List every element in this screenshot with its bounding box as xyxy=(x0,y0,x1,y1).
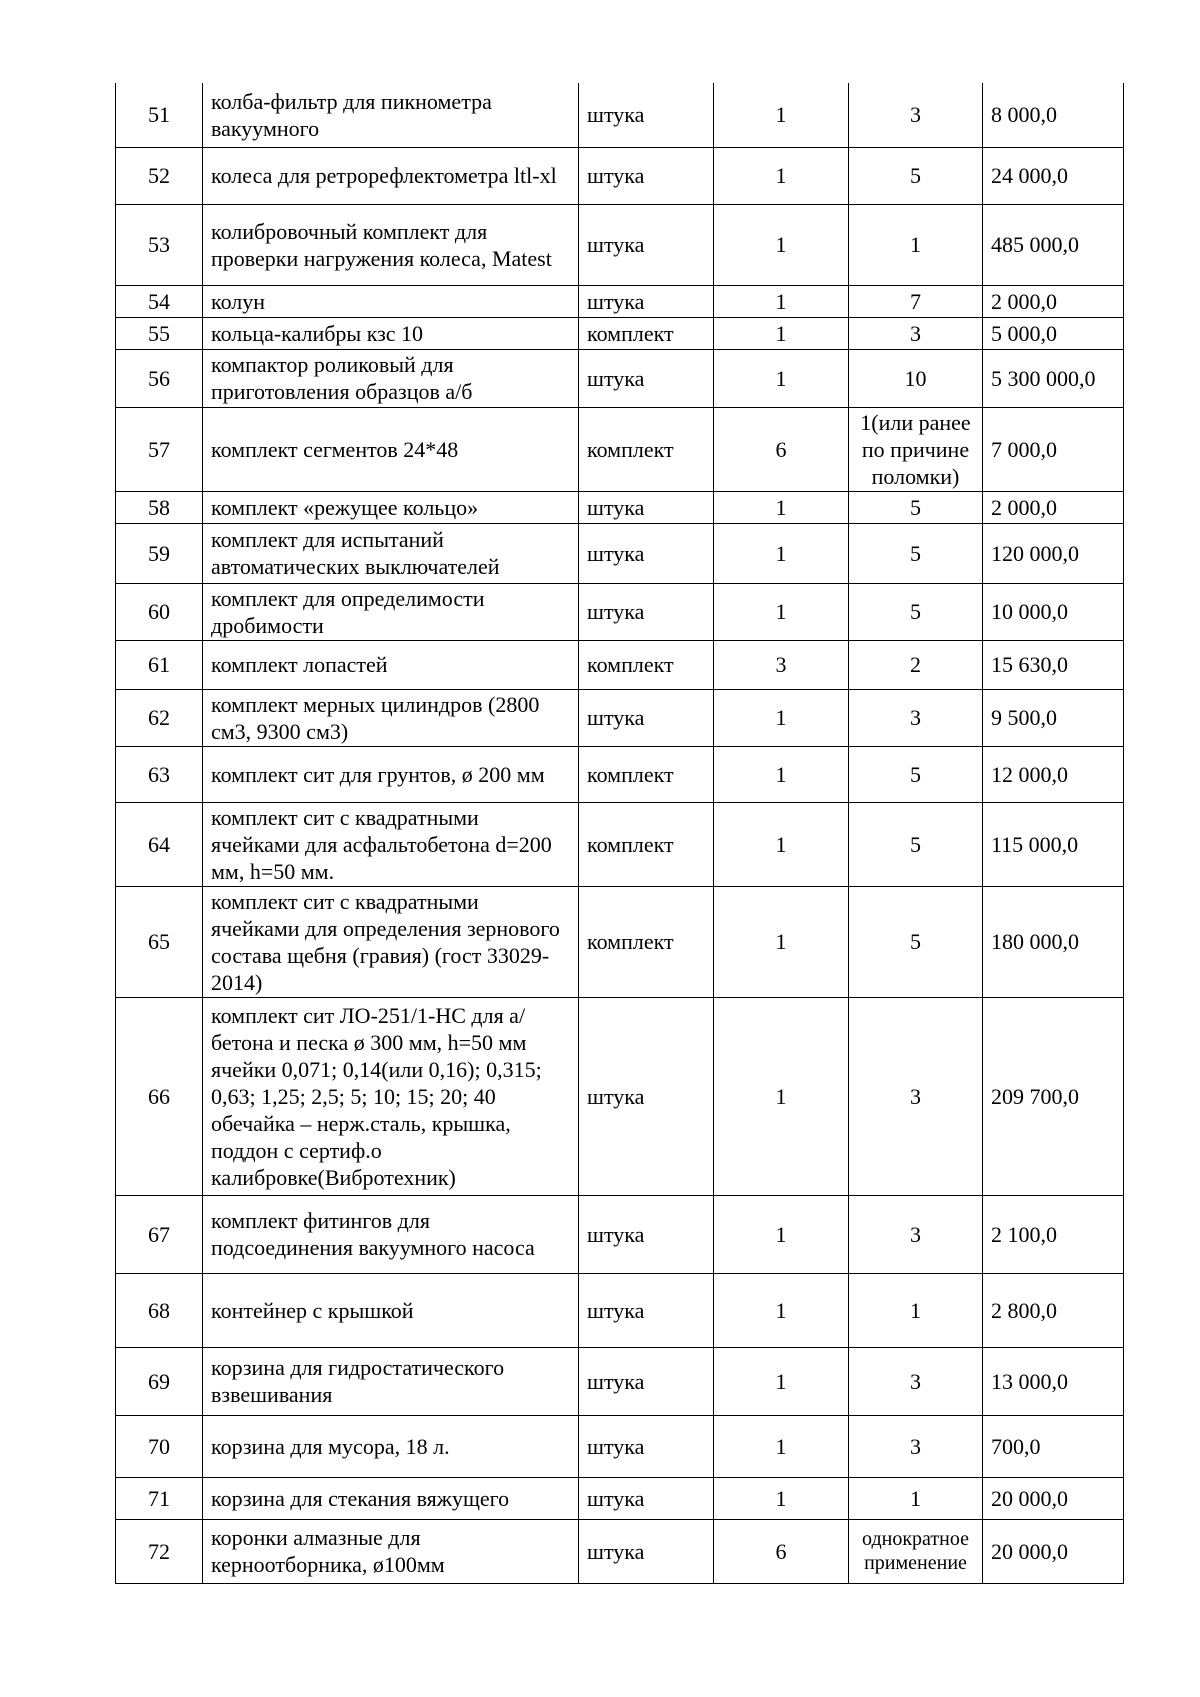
unit-cell: штука xyxy=(579,1195,714,1273)
table-row xyxy=(116,407,1124,491)
item-name: комплект «режущее кольцо» xyxy=(203,491,579,523)
row-number: 56 xyxy=(116,349,203,407)
row-number: 72 xyxy=(116,1519,203,1583)
price-cell: 10 000,0 xyxy=(983,583,1124,640)
item-name: корзина для гидростатического взвешивания xyxy=(203,1347,579,1415)
price-cell: 24 000,0 xyxy=(983,147,1124,204)
unit-cell: штука xyxy=(579,1415,714,1477)
table-row xyxy=(116,523,1124,583)
price-cell: 9 500,0 xyxy=(983,689,1124,746)
unit-cell: штука xyxy=(579,491,714,523)
quantity-cell: 1 xyxy=(714,83,849,147)
table-row xyxy=(116,1273,1124,1347)
table-row xyxy=(116,997,1124,1195)
unit-cell: штука xyxy=(579,1477,714,1519)
unit-cell: штука xyxy=(579,583,714,640)
row-number: 71 xyxy=(116,1477,203,1519)
row-number: 62 xyxy=(116,689,203,746)
row-number: 60 xyxy=(116,583,203,640)
service-life-cell: 3 xyxy=(849,689,983,746)
service-life-cell: 1 xyxy=(849,204,983,285)
service-life-cell: 5 xyxy=(849,886,983,997)
unit-cell: комплект xyxy=(579,746,714,802)
price-cell: 7 000,0 xyxy=(983,407,1124,491)
table-row xyxy=(116,640,1124,689)
table-row xyxy=(116,746,1124,802)
unit-cell: комплект xyxy=(579,640,714,689)
quantity-cell: 1 xyxy=(714,1415,849,1477)
item-name: колба-фильтр для пикнометра вакуумного xyxy=(203,83,579,147)
equipment-table xyxy=(115,83,1124,1584)
unit-cell: штука xyxy=(579,204,714,285)
item-name: коронки алмазные для керноотборника, ø100мм xyxy=(203,1519,579,1583)
row-number: 53 xyxy=(116,204,203,285)
unit-cell: комплект xyxy=(579,317,714,349)
item-name: комплект лопастей xyxy=(203,640,579,689)
item-name: комплект сит с квадратными ячейками для асфальтобетона d=200 мм, h=50 мм. xyxy=(203,802,579,886)
unit-cell: штука xyxy=(579,1519,714,1583)
table-row xyxy=(116,1195,1124,1273)
price-cell: 8 000,0 xyxy=(983,83,1124,147)
row-number: 61 xyxy=(116,640,203,689)
quantity-cell: 1 xyxy=(714,886,849,997)
quantity-cell: 6 xyxy=(714,407,849,491)
unit-cell: комплект xyxy=(579,886,714,997)
item-name: комплект сит для грунтов, ø 200 мм xyxy=(203,746,579,802)
table-row xyxy=(116,886,1124,997)
unit-cell: штука xyxy=(579,285,714,317)
row-number: 55 xyxy=(116,317,203,349)
service-life-cell: 5 xyxy=(849,583,983,640)
row-number: 66 xyxy=(116,997,203,1195)
table-row xyxy=(116,1519,1124,1583)
service-life-cell: 3 xyxy=(849,1415,983,1477)
unit-cell: штука xyxy=(579,1273,714,1347)
quantity-cell: 1 xyxy=(714,285,849,317)
item-name: комплект для испытаний автоматических выключателей xyxy=(203,523,579,583)
price-cell: 20 000,0 xyxy=(983,1519,1124,1583)
price-cell: 180 000,0 xyxy=(983,886,1124,997)
service-life-cell: однократное применение xyxy=(849,1519,983,1583)
price-cell: 700,0 xyxy=(983,1415,1124,1477)
service-life-cell: 3 xyxy=(849,317,983,349)
quantity-cell: 1 xyxy=(714,523,849,583)
quantity-cell: 1 xyxy=(714,1195,849,1273)
row-number: 67 xyxy=(116,1195,203,1273)
table-row xyxy=(116,689,1124,746)
price-cell: 20 000,0 xyxy=(983,1477,1124,1519)
table-row xyxy=(116,349,1124,407)
row-number: 68 xyxy=(116,1273,203,1347)
quantity-cell: 1 xyxy=(714,746,849,802)
row-number: 54 xyxy=(116,285,203,317)
service-life-cell: 5 xyxy=(849,802,983,886)
row-number: 69 xyxy=(116,1347,203,1415)
quantity-cell: 1 xyxy=(714,802,849,886)
table-row xyxy=(116,204,1124,285)
quantity-cell: 1 xyxy=(714,147,849,204)
item-name: корзина для стекания вяжущего xyxy=(203,1477,579,1519)
service-life-cell: 5 xyxy=(849,523,983,583)
item-name: колибровочный комплект для проверки нагружения колеса, Matest xyxy=(203,204,579,285)
table-row xyxy=(116,83,1124,147)
row-number: 64 xyxy=(116,802,203,886)
price-cell: 115 000,0 xyxy=(983,802,1124,886)
unit-cell: штука xyxy=(579,523,714,583)
row-number: 70 xyxy=(116,1415,203,1477)
item-name: колеса для ретрорефлектометра ltl-xl xyxy=(203,147,579,204)
price-cell: 2 000,0 xyxy=(983,491,1124,523)
item-name: комплект мерных цилиндров (2800 см3, 9300 см3) xyxy=(203,689,579,746)
table-row xyxy=(116,1415,1124,1477)
item-name: кольца-калибры кзс 10 xyxy=(203,317,579,349)
item-name: контейнер с крышкой xyxy=(203,1273,579,1347)
item-name: комплект сегментов 24*48 xyxy=(203,407,579,491)
service-life-cell: 5 xyxy=(849,746,983,802)
quantity-cell: 3 xyxy=(714,640,849,689)
service-life-cell: 7 xyxy=(849,285,983,317)
price-cell: 485 000,0 xyxy=(983,204,1124,285)
quantity-cell: 1 xyxy=(714,1347,849,1415)
table-row xyxy=(116,1347,1124,1415)
unit-cell: штука xyxy=(579,349,714,407)
service-life-cell: 5 xyxy=(849,491,983,523)
price-cell: 5 000,0 xyxy=(983,317,1124,349)
table-row xyxy=(116,1477,1124,1519)
price-cell: 5 300 000,0 xyxy=(983,349,1124,407)
quantity-cell: 1 xyxy=(714,204,849,285)
item-name: колун xyxy=(203,285,579,317)
unit-cell: штука xyxy=(579,1347,714,1415)
table-row xyxy=(116,802,1124,886)
service-life-cell: 1 xyxy=(849,1273,983,1347)
table-row xyxy=(116,491,1124,523)
service-life-cell: 2 xyxy=(849,640,983,689)
quantity-cell: 1 xyxy=(714,997,849,1195)
row-number: 58 xyxy=(116,491,203,523)
price-cell: 120 000,0 xyxy=(983,523,1124,583)
unit-cell: штука xyxy=(579,83,714,147)
row-number: 63 xyxy=(116,746,203,802)
quantity-cell: 1 xyxy=(714,1273,849,1347)
service-life-cell: 3 xyxy=(849,997,983,1195)
price-cell: 209 700,0 xyxy=(983,997,1124,1195)
item-name: корзина для мусора, 18 л. xyxy=(203,1415,579,1477)
unit-cell: штука xyxy=(579,689,714,746)
price-cell: 12 000,0 xyxy=(983,746,1124,802)
item-name: комплект сит с квадратными ячейками для определения зернового состава щебня (гравия) (гост 33029-2014) xyxy=(203,886,579,997)
item-name: комплект для определимости дробимости xyxy=(203,583,579,640)
quantity-cell: 6 xyxy=(714,1519,849,1583)
quantity-cell: 1 xyxy=(714,1477,849,1519)
service-life-cell: 1(или ранее по причине поломки) xyxy=(849,407,983,491)
price-cell: 13 000,0 xyxy=(983,1347,1124,1415)
quantity-cell: 1 xyxy=(714,349,849,407)
service-life-cell: 10 xyxy=(849,349,983,407)
item-name: комплект фитингов для подсоединения вакуумного насоса xyxy=(203,1195,579,1273)
service-life-cell: 5 xyxy=(849,147,983,204)
row-number: 52 xyxy=(116,147,203,204)
service-life-cell: 1 xyxy=(849,1477,983,1519)
table-row xyxy=(116,317,1124,349)
table-row xyxy=(116,583,1124,640)
quantity-cell: 1 xyxy=(714,491,849,523)
row-number: 65 xyxy=(116,886,203,997)
unit-cell: комплект xyxy=(579,407,714,491)
quantity-cell: 1 xyxy=(714,583,849,640)
row-number: 59 xyxy=(116,523,203,583)
price-cell: 2 800,0 xyxy=(983,1273,1124,1347)
service-life-cell: 3 xyxy=(849,1195,983,1273)
unit-cell: штука xyxy=(579,997,714,1195)
price-cell: 2 100,0 xyxy=(983,1195,1124,1273)
price-cell: 2 000,0 xyxy=(983,285,1124,317)
item-name: комплект сит ЛО-251/1-НС для а/бетона и песка ø 300 мм, h=50 мм ячейки 0,071; 0,14(или 0,16); 0,315; 0,63; 1,25; 2,5; 5; 10; 15; 20; 40 обечайка – нерж.сталь, крышка, поддон с сертиф.о калибровке(Вибротехник) xyxy=(203,997,579,1195)
table-row xyxy=(116,147,1124,204)
table-row xyxy=(116,285,1124,317)
service-life-cell: 3 xyxy=(849,1347,983,1415)
quantity-cell: 1 xyxy=(714,317,849,349)
row-number: 51 xyxy=(116,83,203,147)
item-name: компактор роликовый для приготовления образцов а/б xyxy=(203,349,579,407)
row-number: 57 xyxy=(116,407,203,491)
service-life-cell: 3 xyxy=(849,83,983,147)
unit-cell: комплект xyxy=(579,802,714,886)
quantity-cell: 1 xyxy=(714,689,849,746)
price-cell: 15 630,0 xyxy=(983,640,1124,689)
unit-cell: штука xyxy=(579,147,714,204)
